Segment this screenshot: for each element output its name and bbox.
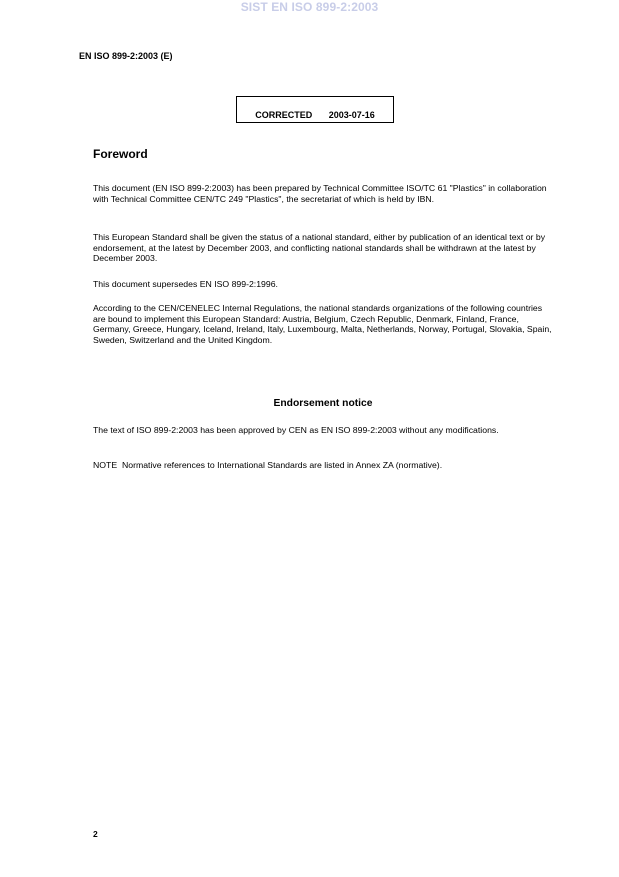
document-id: EN ISO 899-2:2003 (E): [79, 51, 173, 61]
foreword-paragraph: This European Standard shall be given the status of a national standard, either by publication of an identical text or by endorsement, at the latest by December 2003, and conflicting national standards shall be withdrawn at the latest by December 2003.: [93, 232, 546, 264]
foreword-heading: Foreword: [93, 147, 148, 161]
foreword-paragraph: According to the CEN/CENELEC Internal Regulations, the national standards organizations of the following countries are bound to implement this European Standard: Austria, Belgium, Czech Republic, Denmark, Finland, France, Germany, Greece, Hungary, Iceland, Ireland, Italy, Luxembourg, Malta, Netherlands, Norway, Portugal, Slovakia, Spain, Sweden, Switzerland and the United Kingdom.: [93, 303, 552, 345]
note-paragraph: NOTE Normative references to International Standards are listed in Annex ZA (normative).: [93, 460, 443, 470]
corrected-stamp-text: CORRECTED 2003-07-16: [255, 110, 375, 120]
page-number: 2: [93, 829, 98, 839]
watermark: SIST EN ISO 899-2:2003: [240, 0, 379, 14]
foreword-paragraph: This document (EN ISO 899-2:2003) has been prepared by Technical Committee ISO/TC 61 "Plastics" in collaboration with Technical Committee CEN/TC 249 "Plastics", the secretariat of which is held by IBN.: [93, 183, 547, 204]
foreword-paragraph: This document supersedes EN ISO 899-2:1996.: [93, 279, 278, 289]
endorsement-paragraph: The text of ISO 899-2:2003 has been approved by CEN as EN ISO 899-2:2003 without any modifications.: [93, 425, 499, 435]
endorsement-heading: Endorsement notice: [273, 398, 373, 409]
corrected-stamp-box: [236, 96, 394, 123]
